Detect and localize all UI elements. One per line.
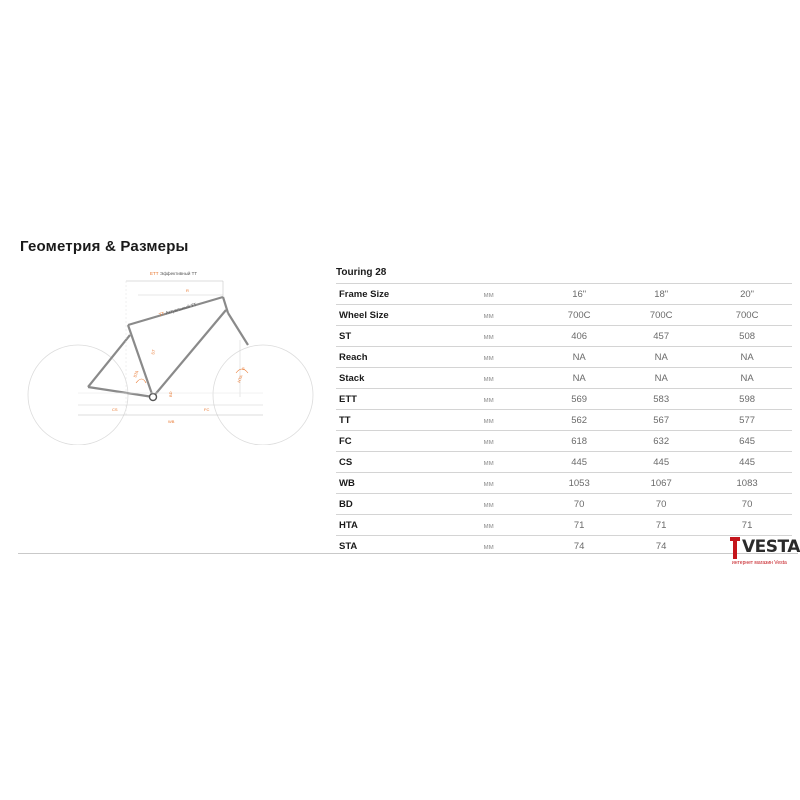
- value-size-16: 16": [572, 288, 587, 300]
- value-size-16: 71: [573, 519, 585, 531]
- value-size-18: 71: [655, 519, 667, 531]
- bike-geometry-diagram: [18, 265, 318, 445]
- row-label: Reach: [339, 351, 368, 363]
- table-row: [336, 346, 792, 367]
- row-label: Stack: [339, 372, 365, 384]
- value-size-20: 71: [741, 519, 753, 531]
- row-label: CS: [339, 456, 353, 468]
- value-size-16: NA: [572, 351, 586, 363]
- fc-label: FC: [204, 407, 210, 412]
- hta-label: HTA: [236, 374, 244, 384]
- tt-desc-label: Актуальный TT: [164, 301, 197, 316]
- table-row: [336, 304, 792, 325]
- value-size-16: 74: [573, 540, 585, 552]
- value-size-20: 577: [739, 414, 756, 426]
- vesta-logo-mark-icon: [728, 535, 742, 561]
- value-size-18: 74: [655, 540, 667, 552]
- value-size-20: 445: [739, 456, 756, 468]
- value-size-18: 1067: [650, 477, 672, 489]
- row-label: BD: [339, 498, 353, 510]
- row-unit: мм: [483, 352, 494, 362]
- value-size-16: 569: [571, 393, 588, 405]
- value-size-18: 70: [655, 498, 667, 510]
- stack-label: S: [242, 366, 245, 371]
- value-size-20: 598: [739, 393, 756, 405]
- cs-label: CS: [112, 407, 118, 412]
- geometry-table: [336, 262, 792, 556]
- row-unit: мм: [483, 415, 494, 425]
- ett-abbr-label: ETT: [150, 271, 159, 276]
- value-size-16: 445: [571, 456, 588, 468]
- row-label: Wheel Size: [339, 309, 389, 321]
- value-size-18: 445: [653, 456, 670, 468]
- reach-label: R: [186, 288, 189, 293]
- row-label: ST: [339, 330, 352, 342]
- value-size-20: NA: [740, 351, 754, 363]
- sta-label: STA: [132, 369, 140, 379]
- value-size-18: 700C: [649, 309, 673, 321]
- wb-label: WB: [168, 419, 175, 424]
- logo-tagline: интернет магазин Vesta: [732, 560, 787, 566]
- value-size-18: 457: [653, 330, 670, 342]
- value-size-20: 1083: [736, 477, 758, 489]
- value-size-16: 406: [571, 330, 588, 342]
- table-row: [336, 472, 792, 493]
- value-size-18: 18": [654, 288, 669, 300]
- row-unit: мм: [483, 373, 494, 383]
- value-size-20: 70: [741, 498, 753, 510]
- value-size-16: 70: [573, 498, 585, 510]
- value-size-18: NA: [654, 351, 668, 363]
- row-unit: мм: [483, 499, 494, 509]
- value-size-20: 508: [739, 330, 756, 342]
- value-size-18: 632: [653, 435, 670, 447]
- row-unit: мм: [483, 457, 494, 467]
- row-unit: мм: [483, 541, 494, 551]
- value-size-16: 562: [571, 414, 588, 426]
- table-row: [336, 451, 792, 472]
- value-size-20: 645: [739, 435, 756, 447]
- divider: [18, 553, 798, 554]
- row-unit: мм: [483, 310, 494, 320]
- row-unit: мм: [483, 520, 494, 530]
- value-size-16: 1053: [568, 477, 590, 489]
- row-label: HTA: [339, 519, 358, 531]
- ett-desc-label: Эффективный TT: [160, 271, 198, 276]
- table-row: [336, 409, 792, 430]
- table-row: [336, 283, 792, 304]
- row-unit: мм: [483, 394, 494, 404]
- value-size-16: NA: [572, 372, 586, 384]
- row-label: WB: [339, 477, 355, 489]
- row-label: STA: [339, 540, 358, 552]
- bottom-bracket: [150, 394, 157, 401]
- value-size-18: 567: [653, 414, 670, 426]
- value-size-16: 700C: [567, 309, 591, 321]
- rear-wheel: [28, 345, 128, 445]
- page-title: Геометрия & Размеры: [20, 238, 189, 255]
- value-size-18: 583: [653, 393, 670, 405]
- row-unit: мм: [483, 436, 494, 446]
- model-name: Touring 28: [336, 267, 387, 278]
- bd-label: BD: [168, 391, 173, 397]
- table-row: [336, 325, 792, 346]
- row-unit: мм: [483, 289, 494, 299]
- vesta-logo: [728, 533, 798, 571]
- value-size-16: 618: [571, 435, 588, 447]
- tt-abbr-label: TT: [158, 311, 165, 318]
- table-row: [336, 514, 792, 535]
- row-unit: мм: [483, 331, 494, 341]
- row-label: ETT: [339, 393, 357, 405]
- row-label: TT: [339, 414, 351, 426]
- row-label: Frame Size: [339, 288, 390, 300]
- st-label: ST: [150, 349, 157, 356]
- value-size-20: 700C: [735, 309, 759, 321]
- bike-geometry-svg: [18, 265, 318, 445]
- logo-word: VESTA: [742, 537, 800, 557]
- row-label: FC: [339, 435, 352, 447]
- value-size-18: NA: [654, 372, 668, 384]
- table-row: [336, 367, 792, 388]
- table-row: [336, 430, 792, 451]
- front-wheel: [213, 345, 313, 445]
- row-unit: мм: [483, 478, 494, 488]
- value-size-20: NA: [740, 372, 754, 384]
- table-row: [336, 493, 792, 514]
- value-size-20: 20": [740, 288, 755, 300]
- table-row: [336, 388, 792, 409]
